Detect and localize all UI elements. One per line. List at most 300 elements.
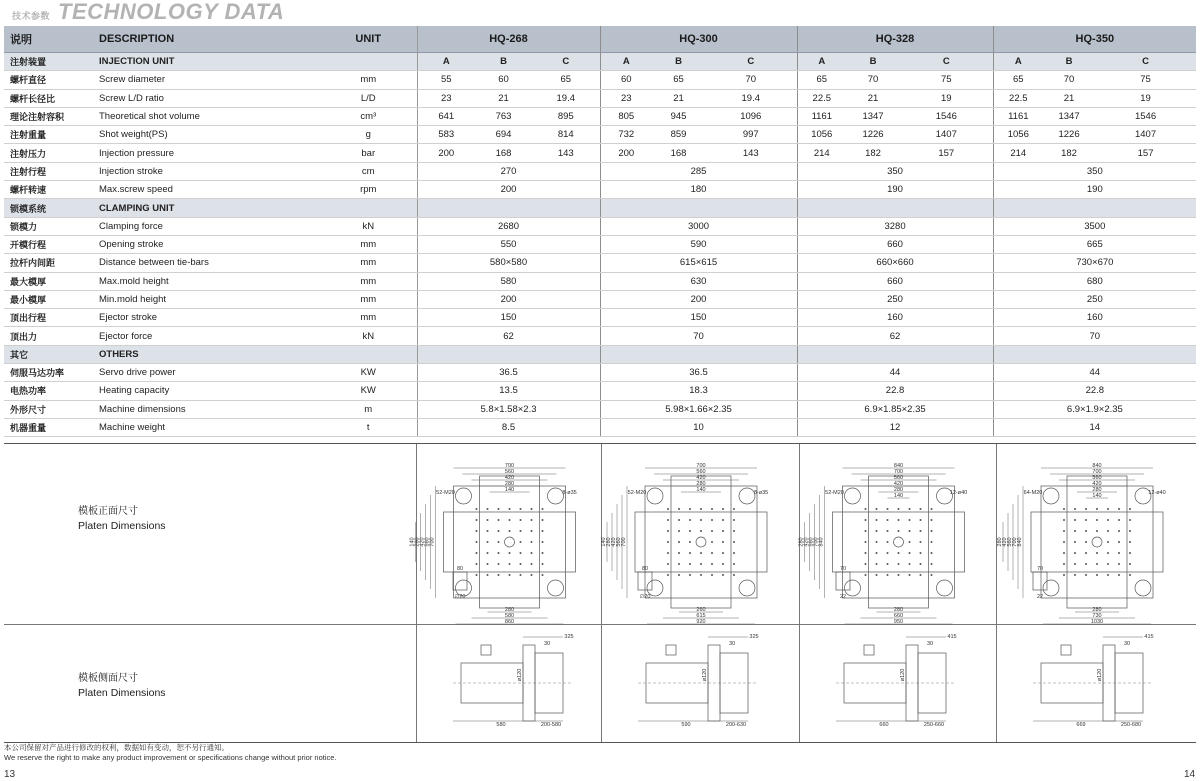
dimension-top-label: 280 xyxy=(893,487,904,493)
section-title: INJECTION UNIT xyxy=(95,53,320,71)
front-platen-drawing xyxy=(800,444,997,624)
side-top-label: 325 xyxy=(749,634,759,640)
dimension-bottom-label: 950 xyxy=(893,619,904,625)
dimension-top-label: 420 xyxy=(1092,481,1102,487)
row-cn: 螺杆直径 xyxy=(4,71,95,89)
mounting-hole xyxy=(542,508,544,510)
mounting-hole xyxy=(1118,574,1120,576)
spec-row xyxy=(4,400,1196,418)
mounting-hole xyxy=(898,519,900,521)
mounting-hole xyxy=(909,519,911,521)
tie-bar-hole xyxy=(937,580,953,596)
mounting-hole xyxy=(1063,574,1065,576)
row-cn: 锁模力 xyxy=(4,217,95,235)
row-value: 200 xyxy=(600,290,797,308)
row-value: 3500 xyxy=(993,217,1196,235)
mounting-hole xyxy=(498,530,500,532)
row-value: 23 xyxy=(417,89,475,107)
mounting-hole xyxy=(1085,530,1087,532)
row-value: 143 xyxy=(705,144,797,162)
section-empty xyxy=(600,345,797,363)
header-model: HQ-328 xyxy=(797,26,993,53)
row-value: 65 xyxy=(993,71,1043,89)
mounting-hole xyxy=(722,574,724,576)
mounting-hole xyxy=(733,574,735,576)
mounting-hole xyxy=(689,552,691,554)
dimension-side-label: 560 xyxy=(424,537,431,547)
mounting-hole xyxy=(678,552,680,554)
mounting-hole xyxy=(689,541,691,543)
center-hole xyxy=(894,537,904,547)
mounting-hole xyxy=(531,563,533,565)
row-value: 3280 xyxy=(797,217,993,235)
mounting-hole xyxy=(667,563,669,565)
mounting-hole xyxy=(733,530,735,532)
mounting-hole xyxy=(678,563,680,565)
row-value: 285 xyxy=(600,162,797,180)
side-top-label: 30 xyxy=(1123,641,1131,647)
section-unit-empty xyxy=(320,53,417,71)
dimension-side-label: 700 xyxy=(621,537,627,547)
mounting-hole xyxy=(1063,563,1065,565)
section-empty xyxy=(797,199,993,217)
mounting-hole xyxy=(509,519,511,521)
row-value: 580×580 xyxy=(417,254,600,272)
side-bottom-label: 200-630 xyxy=(725,722,747,728)
row-value: 1226 xyxy=(846,126,900,144)
row-unit: mm xyxy=(320,309,417,327)
row-value: 168 xyxy=(475,144,532,162)
mounting-hole xyxy=(909,508,911,510)
row-value: 10 xyxy=(600,418,797,436)
row-description: Injection pressure xyxy=(95,144,320,162)
row-value: 200 xyxy=(417,290,600,308)
dimension-top-label: 420 xyxy=(893,481,904,487)
mounting-hole xyxy=(1063,519,1065,521)
center-hole xyxy=(505,537,515,547)
mounting-hole xyxy=(931,541,933,543)
row-cn: 最小模厚 xyxy=(4,290,95,308)
side-platen-drawing xyxy=(800,625,997,742)
dimension-side-label: 420 xyxy=(611,537,617,547)
header-unit: UNIT xyxy=(320,26,417,53)
mounting-hole xyxy=(898,508,900,510)
row-description: Distance between tie-bars xyxy=(95,254,320,272)
row-cn: 顶出力 xyxy=(4,327,95,345)
detail-sketch xyxy=(836,572,850,590)
side-bottom-label: 580 xyxy=(496,722,506,728)
heading-en: TECHNOLOGY DATA xyxy=(58,0,285,24)
row-description: Machine dimensions xyxy=(95,400,320,418)
mounting-hole xyxy=(876,541,878,543)
row-value: 157 xyxy=(1095,144,1196,162)
row-value: 200 xyxy=(600,144,652,162)
mounting-hole xyxy=(700,508,702,510)
mounting-hole xyxy=(531,541,533,543)
mounting-hole xyxy=(722,508,724,510)
row-value: 182 xyxy=(1043,144,1095,162)
mounting-hole xyxy=(711,574,713,576)
dimension-bottom-label: 920 xyxy=(696,619,706,625)
screw-label: B xyxy=(1043,53,1095,71)
row-value: 22.5 xyxy=(797,89,846,107)
row-value: 36.5 xyxy=(600,364,797,382)
mounting-hole xyxy=(689,530,691,532)
row-description: Max.screw speed xyxy=(95,181,320,199)
footer-en: We reserve the right to make any product improvement or specifications change without prior notice. xyxy=(4,753,337,762)
nozzle-stub xyxy=(481,645,491,655)
mounting-hole xyxy=(898,563,900,565)
mounting-hole xyxy=(1107,574,1109,576)
mounting-hole xyxy=(865,552,867,554)
row-value: 70 xyxy=(846,71,900,89)
row-cn: 注射行程 xyxy=(4,162,95,180)
mounting-hole xyxy=(678,574,680,576)
mounting-hole xyxy=(920,519,922,521)
mounting-hole xyxy=(1096,519,1098,521)
dimension-bottom-label: 280 xyxy=(504,607,515,613)
row-cn: 注射重量 xyxy=(4,126,95,144)
hole-callout: 52-M20 xyxy=(627,490,647,496)
row-value: 859 xyxy=(652,126,705,144)
row-value: 6.9×1.85×2.35 xyxy=(797,400,993,418)
mounting-hole xyxy=(898,552,900,554)
mounting-hole xyxy=(542,519,544,521)
mounting-hole xyxy=(498,552,500,554)
mounting-hole xyxy=(498,519,500,521)
row-value: 21 xyxy=(846,89,900,107)
detail-label: 70 xyxy=(839,566,847,572)
row-value: 615×615 xyxy=(600,254,797,272)
mounting-hole xyxy=(1118,552,1120,554)
dimension-top-label: 700 xyxy=(504,463,515,469)
mounting-hole xyxy=(476,519,478,521)
platen-outline xyxy=(843,486,955,598)
hole-callout: 52-M20 xyxy=(825,490,844,496)
mounting-hole xyxy=(487,508,489,510)
mounting-hole xyxy=(487,541,489,543)
screw-label: B xyxy=(475,53,532,71)
row-value: 350 xyxy=(797,162,993,180)
spec-table xyxy=(4,26,1196,437)
mounting-hole xyxy=(722,552,724,554)
hole-callout: 52-M20 xyxy=(436,490,455,496)
dimension-top-label: 140 xyxy=(696,487,706,493)
row-value: 5.98×1.66×2.35 xyxy=(600,400,797,418)
row-cn: 螺杆转速 xyxy=(4,181,95,199)
mounting-hole xyxy=(667,519,669,521)
mounting-hole xyxy=(1107,541,1109,543)
mounting-hole xyxy=(865,574,867,576)
mounting-hole xyxy=(711,563,713,565)
mounting-hole xyxy=(542,530,544,532)
row-cn: 电热功率 xyxy=(4,382,95,400)
mounting-hole xyxy=(1074,574,1076,576)
dimension-top-label: 700 xyxy=(1092,469,1102,475)
mounting-hole xyxy=(1107,508,1109,510)
mounting-hole xyxy=(865,519,867,521)
dimension-top-label: 140 xyxy=(504,487,515,493)
header-model: HQ-268 xyxy=(417,26,600,53)
row-description: Screw L/D ratio xyxy=(95,89,320,107)
center-hole xyxy=(696,537,706,547)
section-title: CLAMPING UNIT xyxy=(95,199,320,217)
mounting-hole xyxy=(487,519,489,521)
mounting-hole xyxy=(1129,508,1131,510)
mounting-hole xyxy=(1107,530,1109,532)
header-model: HQ-300 xyxy=(600,26,797,53)
tie-bar-hole xyxy=(845,580,861,596)
row-cn: 顶出行程 xyxy=(4,309,95,327)
row-value: 21 xyxy=(652,89,705,107)
footer-cn: 本公司保留对产品进行修改的权利，数据如有变动，恕不另行通知。 xyxy=(4,743,229,752)
section-empty xyxy=(417,199,600,217)
row-cn: 最大模厚 xyxy=(4,272,95,290)
mounting-hole xyxy=(1096,530,1098,532)
mounting-hole xyxy=(476,563,478,565)
mounting-hole xyxy=(733,563,735,565)
mounting-hole xyxy=(678,541,680,543)
row-value: 44 xyxy=(797,364,993,382)
mounting-hole xyxy=(1096,574,1098,576)
mounting-hole xyxy=(1096,563,1098,565)
row-value: 22.8 xyxy=(797,382,993,400)
mounting-hole xyxy=(1085,563,1087,565)
row-value: 70 xyxy=(705,71,797,89)
dimension-side-label: 420 xyxy=(419,537,426,547)
platen-outline xyxy=(645,486,757,598)
side-bottom-label: 660 xyxy=(879,722,889,728)
row-value: 65 xyxy=(652,71,705,89)
front-platen-drawing xyxy=(602,444,800,624)
row-value: 70 xyxy=(1043,71,1095,89)
spec-row xyxy=(4,89,1196,107)
dimension-side-label: 560 xyxy=(616,537,622,547)
mounting-hole xyxy=(865,508,867,510)
row-value: 160 xyxy=(797,309,993,327)
mounting-hole xyxy=(678,519,680,521)
row-value: 70 xyxy=(600,327,797,345)
mounting-hole xyxy=(678,508,680,510)
row-value: 200 xyxy=(417,144,475,162)
mounting-hole xyxy=(931,519,933,521)
row-unit: m xyxy=(320,400,417,418)
tie-bar-hole xyxy=(845,488,861,504)
section-empty xyxy=(417,345,600,363)
mounting-hole xyxy=(711,530,713,532)
row-cn: 伺服马达功率 xyxy=(4,364,95,382)
side-platen-drawing xyxy=(417,625,602,742)
row-value: 168 xyxy=(652,144,705,162)
mounting-hole xyxy=(865,563,867,565)
mounting-hole xyxy=(887,541,889,543)
mounting-hole xyxy=(1129,563,1131,565)
tie-bar-hole xyxy=(739,488,755,504)
dimension-side-label: 280 xyxy=(414,537,421,547)
mounting-hole xyxy=(520,508,522,510)
row-value: 580 xyxy=(417,272,600,290)
dimension-bottom-label: 580 xyxy=(504,613,515,619)
row-description: Machine weight xyxy=(95,418,320,436)
spec-row xyxy=(4,382,1196,400)
mounting-hole xyxy=(487,530,489,532)
mounting-hole xyxy=(931,508,933,510)
screw-label: B xyxy=(652,53,705,71)
tie-bar-hole xyxy=(1043,580,1059,596)
dimension-top-label: 560 xyxy=(1092,475,1102,481)
row-value: 1161 xyxy=(797,107,846,125)
mounting-hole xyxy=(700,574,702,576)
mounting-hole xyxy=(920,530,922,532)
mounting-hole xyxy=(476,552,478,554)
front-label-en: Platen Dimensions xyxy=(78,520,166,532)
dimension-side-label: 280 xyxy=(606,537,612,547)
mounting-hole xyxy=(667,574,669,576)
row-value: 1226 xyxy=(1043,126,1095,144)
mounting-hole xyxy=(520,541,522,543)
mounting-hole xyxy=(689,519,691,521)
row-unit: cm³ xyxy=(320,107,417,125)
row-value: 180 xyxy=(600,181,797,199)
spec-row xyxy=(4,254,1196,272)
row-value: 19 xyxy=(1095,89,1196,107)
row-value: 55 xyxy=(417,71,475,89)
row-value: 1546 xyxy=(900,107,993,125)
detail-label: 80 xyxy=(641,566,649,572)
mounting-hole xyxy=(1063,508,1065,510)
mounting-hole xyxy=(1129,541,1131,543)
bolt-callout: 8-ø35 xyxy=(753,490,769,496)
row-cn: 机器重量 xyxy=(4,418,95,436)
row-value: 75 xyxy=(900,71,993,89)
row-value: 641 xyxy=(417,107,475,125)
mounting-hole xyxy=(1085,519,1087,521)
dimension-bottom-label: 1030 xyxy=(1090,619,1104,625)
mounting-hole xyxy=(509,508,511,510)
mounting-hole xyxy=(498,508,500,510)
mounting-hole xyxy=(520,563,522,565)
dimension-top-label: 280 xyxy=(504,481,515,487)
dimension-top-label: 280 xyxy=(696,481,706,487)
row-value: 270 xyxy=(417,162,600,180)
mounting-hole xyxy=(876,519,878,521)
mounting-hole xyxy=(700,552,702,554)
row-value: 65 xyxy=(797,71,846,89)
row-value: 550 xyxy=(417,235,600,253)
mounting-hole xyxy=(509,574,511,576)
row-value: 14 xyxy=(993,418,1196,436)
mounting-hole xyxy=(876,530,878,532)
side-drawing-cell xyxy=(416,625,602,742)
row-value: 660×660 xyxy=(797,254,993,272)
row-unit: kN xyxy=(320,327,417,345)
detail-label: 22 xyxy=(1036,594,1044,600)
dimension-bottom-label: 860 xyxy=(504,619,515,625)
side-label xyxy=(78,672,166,700)
mounting-hole xyxy=(887,530,889,532)
row-value: 182 xyxy=(846,144,900,162)
side-top-label: 325 xyxy=(564,634,574,640)
row-description: Ejector stroke xyxy=(95,309,320,327)
spec-row xyxy=(4,418,1196,436)
mounting-hole xyxy=(542,574,544,576)
side-bottom-label: 250-660 xyxy=(923,722,945,728)
platen-outline xyxy=(454,486,566,598)
row-description: Injection stroke xyxy=(95,162,320,180)
spec-row xyxy=(4,162,1196,180)
screw-label: C xyxy=(1095,53,1196,71)
side-bottom-label: 250-680 xyxy=(1120,722,1142,728)
row-value: 5.8×1.58×2.3 xyxy=(417,400,600,418)
row-value: 1407 xyxy=(900,126,993,144)
mounting-hole xyxy=(1096,508,1098,510)
row-value: 814 xyxy=(532,126,600,144)
tie-bar-hole xyxy=(456,488,472,504)
mounting-hole xyxy=(887,508,889,510)
mounting-hole xyxy=(498,563,500,565)
mounting-hole xyxy=(542,541,544,543)
row-value: 6.9×1.9×2.35 xyxy=(993,400,1196,418)
spec-row xyxy=(4,327,1196,345)
mounting-hole xyxy=(733,508,735,510)
bolt-callout: 12-ø40 xyxy=(949,490,968,496)
mounting-hole xyxy=(1129,519,1131,521)
mounting-hole xyxy=(509,563,511,565)
mounting-hole xyxy=(909,563,911,565)
spec-row xyxy=(4,144,1196,162)
dimension-top-label: 560 xyxy=(893,475,904,481)
section-row-injection xyxy=(4,53,1196,71)
nozzle-stub xyxy=(666,645,676,655)
mounting-hole xyxy=(1074,541,1076,543)
dimension-side-label: 420 xyxy=(803,537,810,547)
mounting-hole xyxy=(1118,519,1120,521)
tie-bar-hole xyxy=(1135,580,1151,596)
row-value: 19 xyxy=(900,89,993,107)
screw-label: A xyxy=(797,53,846,71)
mounting-hole xyxy=(1074,563,1076,565)
dimension-side-label: 700 xyxy=(1012,537,1018,547)
dimension-side-label: 560 xyxy=(1007,537,1013,547)
spec-row xyxy=(4,235,1196,253)
row-unit: KW xyxy=(320,382,417,400)
mounting-hole xyxy=(520,574,522,576)
row-value: 22.5 xyxy=(993,89,1043,107)
mounting-hole xyxy=(887,563,889,565)
tie-bar-hole xyxy=(647,488,663,504)
dimension-side-label: 700 xyxy=(813,537,820,547)
row-value: 22.8 xyxy=(993,382,1196,400)
row-description: Shot weight(PS) xyxy=(95,126,320,144)
row-value: 1096 xyxy=(705,107,797,125)
mounting-hole xyxy=(700,563,702,565)
row-cn: 螺杆长径比 xyxy=(4,89,95,107)
mounting-hole xyxy=(733,519,735,521)
spec-row xyxy=(4,181,1196,199)
row-value: 160 xyxy=(993,309,1196,327)
mounting-hole xyxy=(1107,563,1109,565)
row-value: 630 xyxy=(600,272,797,290)
mounting-hole xyxy=(711,519,713,521)
dimension-side-label: 420 xyxy=(1002,537,1008,547)
dimension-top-label: 140 xyxy=(1092,493,1102,499)
row-description: Theoretical shot volume xyxy=(95,107,320,125)
row-value: 13.5 xyxy=(417,382,600,400)
front-label-cn: 模板正面尺寸 xyxy=(78,506,138,517)
dimension-top-label: 420 xyxy=(696,475,706,481)
section-unit-empty xyxy=(320,199,417,217)
section-empty xyxy=(993,199,1196,217)
